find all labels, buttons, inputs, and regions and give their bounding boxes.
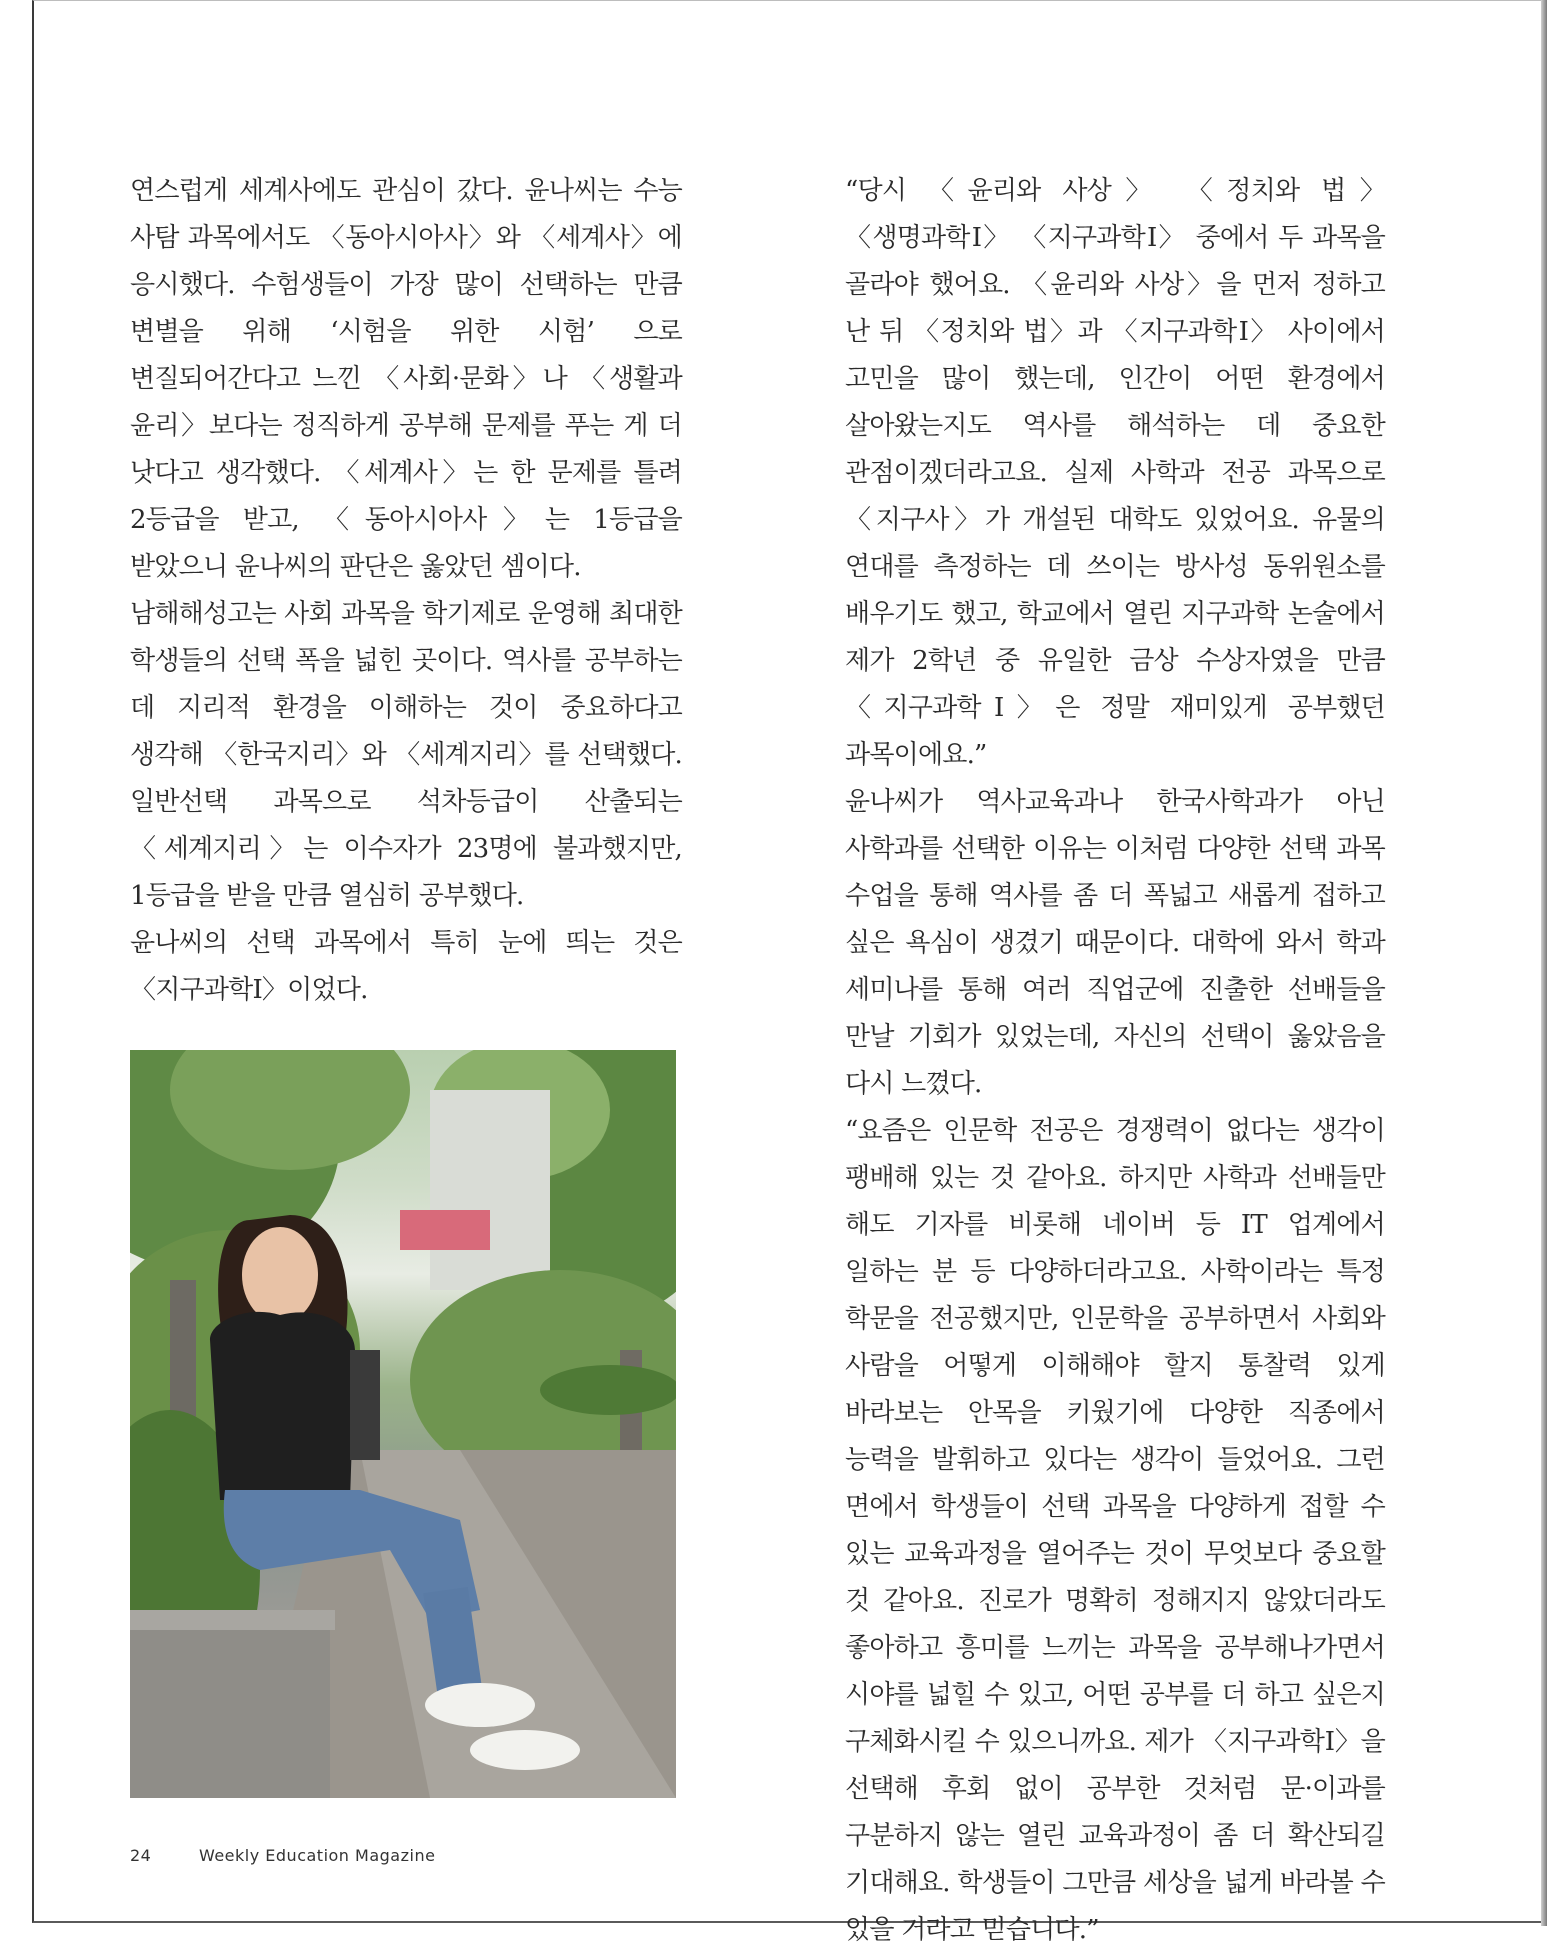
right-column bbox=[845, 168, 1385, 1954]
right-paragraph-1: “당시 〈윤리와 사상〉 〈정치와 법〉 〈생명과학Ⅰ〉 〈지구과학Ⅰ〉 중에서 두 과목을 골라야 했어요. 〈윤리와 사상〉을 먼저 정하고 난 뒤 〈정치와 법〉과 〈지구과학Ⅰ〉 사이에서 고민을 많이 했는데, 인간이 어떤 환경에서 살아왔는지도 역사를 해석하는 데 중요한 관점이겠더라고요. 실제 사학과 전공 과목으로 〈지구사〉가 개설된 대학도 있었어요. 유물의 연대를 측정하는 데 쓰이는 방사성 동위원소를 배우기도 했고, 학교에서 열린 지구과학 논술에서 제가 2학년 중 유일한 금상 수상자였을 만큼 〈지구과학Ⅰ〉은 정말 재미있게 공부했던 과목이에요.” bbox=[845, 176, 1385, 770]
page-number: 24 bbox=[130, 1846, 152, 1865]
student-photo bbox=[130, 1050, 676, 1798]
left-column bbox=[130, 168, 682, 1014]
photo-illustration bbox=[130, 1050, 676, 1798]
left-paragraph-1: 연스럽게 세계사에도 관심이 갔다. 윤나씨는 수능 사탐 과목에서도 〈동아시아사〉와 〈세계사〉에 응시했다. 수험생들이 가장 많이 선택하는 만큼 변별을 위해 ‘시험을 위한 시험’ 으로 변질되어간다고 느낀 〈사회·문화〉나 〈생활과 윤리〉보다는 정직하게 공부해 문제를 푸는 게 더 낫다고 생각했다. 〈세계사〉는 한 문제를 틀려 2등급을 받고, 〈동아시아사〉는 1등급을 받았으니 윤나씨의 판단은 옳았던 셈이다. bbox=[130, 176, 682, 582]
page-footer bbox=[130, 1846, 435, 1865]
right-paragraph-3: “요즘은 인문학 전공은 경쟁력이 없다는 생각이 팽배해 있는 것 같아요. 하지만 사학과 선배들만 해도 기자를 비롯해 네이버 등 IT 업계에서 일하는 분 등 다양하더라고요. 사학이라는 특정 학문을 전공했지만, 인문학을 공부하면서 사회와 사람을 어떻게 이해해야 할지 통찰력 있게 바라보는 안목을 키웠기에 다양한 직종에서 능력을 발휘하고 있다는 생각이 들었어요. 그런 면에서 학생들이 선택 과목을 다양하게 접할 수 있는 교육과정을 열어주는 것이 무엇보다 중요할 것 같아요. 진로가 명확히 정해지지 않았더라도 좋아하고 흥미를 느끼는 과목을 공부해나가면서 시야를 넓힐 수 있고, 어떤 공부를 더 하고 싶은지 구체화시킬 수 있으니까요. 제가 〈지구과학Ⅰ〉을 선택해 후회 없이 공부한 것처럼 문·이과를 구분하지 않는 열린 교육과정이 좀 더 확산되길 기대해요. 학생들이 그만큼 세상을 넓게 바라볼 수 있을 거라고 믿습니다.” bbox=[845, 1116, 1385, 1945]
page-edge bbox=[1541, 0, 1547, 1926]
magazine-name: Weekly Education Magazine bbox=[198, 1846, 436, 1865]
left-paragraph-2: 남해해성고는 사회 과목을 학기제로 운영해 최대한 학생들의 선택 폭을 넓힌 곳이다. 역사를 공부하는 데 지리적 환경을 이해하는 것이 중요하다고 생각해 〈한국지리〉와 〈세계지리〉를 선택했다. 일반선택 과목으로 석차등급이 산출되는 〈세계지리〉는 이수자가 23명에 불과했지만, 1등급을 받을 만큼 열심히 공부했다. bbox=[130, 599, 682, 911]
right-paragraph-2: 윤나씨가 역사교육과나 한국사학과가 아닌 사학과를 선택한 이유는 이처럼 다양한 선택 과목 수업을 통해 역사를 좀 더 폭넓고 새롭게 접하고 싶은 욕심이 생겼기 때문이다. 대학에 와서 학과 세미나를 통해 여러 직업군에 진출한 선배들을 만날 기회가 있었는데, 자신의 선택이 옳았음을 다시 느꼈다. bbox=[845, 787, 1385, 1099]
left-paragraph-3: 윤나씨의 선택 과목에서 특히 눈에 띄는 것은 〈지구과학Ⅰ〉이었다. bbox=[130, 928, 682, 1005]
